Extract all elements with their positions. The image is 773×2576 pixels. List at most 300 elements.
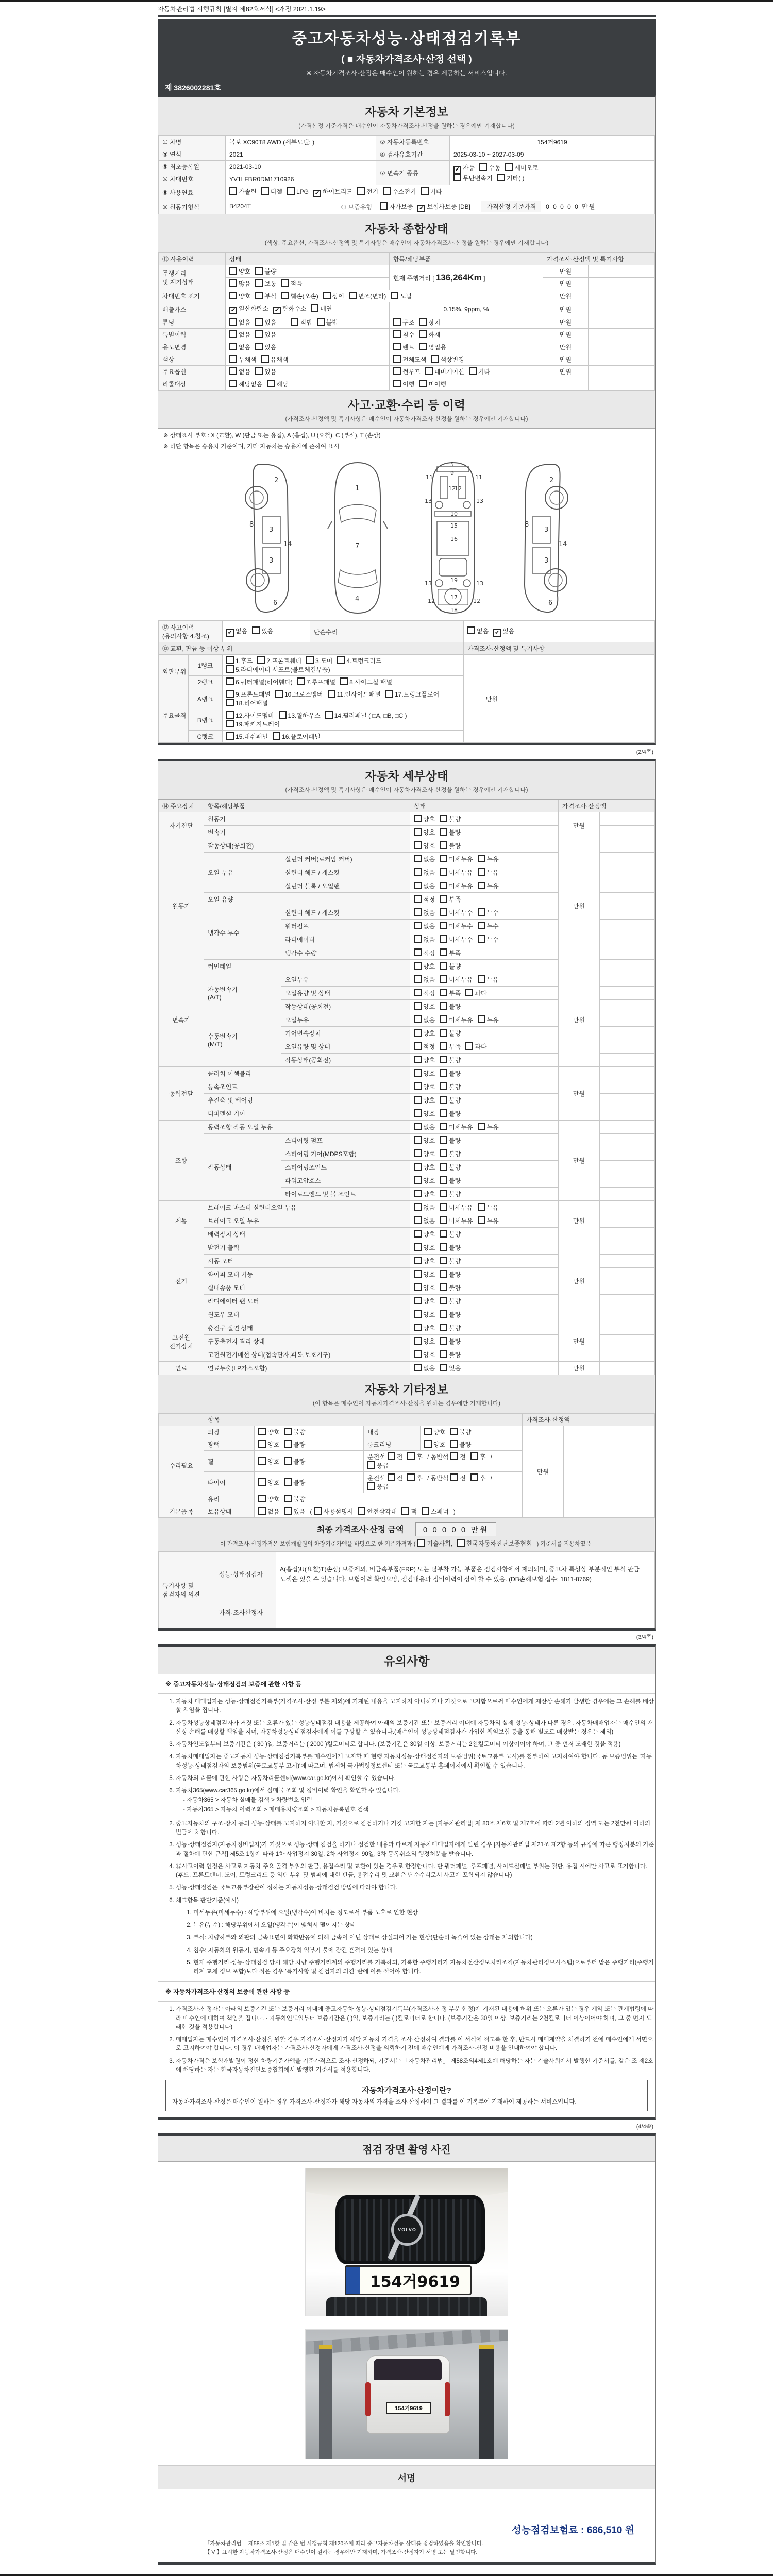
checkbox-unchecked[interactable] [424,1440,445,1449]
checkbox-icon[interactable] [291,318,298,326]
checkbox-unchecked[interactable] [367,1482,389,1491]
checkbox-icon[interactable] [440,1216,447,1224]
checkbox-unchecked[interactable] [414,1136,435,1145]
checkbox-unchecked[interactable] [440,1257,461,1265]
checkbox-icon[interactable] [469,367,477,375]
checkbox-icon[interactable] [424,1428,432,1435]
checkbox-icon[interactable] [440,1069,447,1077]
checkbox-unchecked[interactable] [421,187,442,196]
checkbox-icon[interactable] [229,355,237,363]
checkbox-icon[interactable] [414,815,422,822]
checkbox-icon[interactable] [440,1163,447,1171]
checkbox-unchecked[interactable] [414,975,435,984]
checkbox-unchecked[interactable] [414,868,435,877]
checkbox-icon[interactable] [440,1230,447,1238]
checkbox-icon[interactable] [226,656,234,664]
checkbox-icon[interactable] [414,1257,422,1264]
checkbox-unchecked[interactable] [440,1203,473,1212]
checkbox-unchecked[interactable] [465,1042,486,1051]
checkbox-icon[interactable] [229,330,237,338]
checkbox-icon[interactable] [465,1042,473,1050]
checkbox-unchecked[interactable] [440,855,473,863]
checkbox-unchecked[interactable] [470,1473,486,1482]
checkbox-unchecked[interactable] [414,1056,435,1064]
checkbox-icon[interactable] [414,1149,422,1157]
checkbox-icon[interactable] [258,1478,266,1486]
checkbox-icon[interactable] [226,732,234,740]
checkbox-icon[interactable] [440,1123,447,1130]
checkbox-unchecked[interactable] [229,187,257,196]
checkbox-checked[interactable] [229,304,268,314]
checkbox-unchecked[interactable] [349,292,386,300]
checkbox-icon[interactable] [440,908,447,916]
checkbox-unchecked[interactable] [414,855,435,863]
checkbox-unchecked[interactable] [414,1042,435,1051]
checkbox-icon[interactable] [470,1452,478,1460]
checkbox-unchecked[interactable] [393,343,414,351]
checkbox-icon[interactable] [258,1507,266,1515]
checkbox-icon[interactable] [337,656,345,664]
checkbox-unchecked[interactable] [414,1297,435,1306]
checkbox-unchecked[interactable] [440,1002,461,1011]
checkbox-unchecked[interactable] [281,279,302,288]
checkbox-icon[interactable] [440,1243,447,1251]
checkbox-icon[interactable] [340,677,348,685]
checkbox-unchecked[interactable] [275,690,323,699]
checkbox-icon[interactable] [440,841,447,849]
checkbox-icon[interactable] [417,1539,425,1547]
checkbox-icon[interactable] [467,626,475,634]
checkbox-icon[interactable] [414,1042,422,1050]
checkbox-icon[interactable] [414,1056,422,1063]
checkbox-icon[interactable] [284,1440,292,1448]
checkbox-icon[interactable] [367,1482,375,1490]
checkbox-icon[interactable] [281,279,289,287]
checkbox-unchecked[interactable] [284,1507,305,1516]
checkbox-unchecked[interactable] [478,908,499,917]
checkbox-unchecked[interactable] [440,1350,461,1359]
checkbox-unchecked[interactable] [258,1440,279,1449]
checkbox-icon[interactable] [440,1002,447,1010]
checkbox-icon[interactable] [440,975,447,983]
checkbox-unchecked[interactable] [255,292,276,300]
checkbox-icon[interactable] [440,828,447,836]
checkbox-unchecked[interactable] [287,187,309,195]
checkbox-unchecked[interactable] [440,1069,461,1078]
checkbox-unchecked[interactable] [337,656,381,665]
checkbox-icon[interactable] [440,855,447,862]
checkbox-unchecked[interactable] [257,656,301,665]
checkbox-icon[interactable] [440,1149,447,1157]
checkbox-unchecked[interactable] [388,1452,403,1461]
checkbox-unchecked[interactable] [255,367,276,376]
checkbox-unchecked[interactable] [414,895,435,904]
checkbox-unchecked[interactable] [440,1096,461,1105]
checkbox-unchecked[interactable] [478,922,499,930]
checkbox-icon[interactable] [357,187,365,195]
checkbox-icon[interactable] [414,1096,422,1104]
checkbox-icon[interactable] [414,1176,422,1184]
checkbox-unchecked[interactable] [414,1002,435,1011]
checkbox-unchecked[interactable] [226,665,330,674]
checkbox-icon[interactable] [450,1440,458,1448]
checkbox-icon[interactable] [414,1002,422,1010]
checkbox-unchecked[interactable] [479,163,500,172]
checkbox-unchecked[interactable] [440,1230,461,1239]
checkbox-icon[interactable] [258,1457,266,1465]
checkbox-icon[interactable] [457,1539,465,1547]
checkbox-unchecked[interactable] [258,1428,279,1436]
checkbox-unchecked[interactable] [414,1123,435,1131]
checkbox-unchecked[interactable] [440,1082,461,1091]
checkbox-icon[interactable]: ✔ [453,166,461,174]
checkbox-icon[interactable] [440,1203,447,1211]
checkbox-icon[interactable] [440,1096,447,1104]
checkbox-icon[interactable] [414,1337,422,1345]
checkbox-unchecked[interactable] [440,882,473,890]
checkbox-icon[interactable] [478,1015,485,1023]
checkbox-unchecked[interactable] [440,1297,461,1306]
checkbox-icon[interactable] [414,882,422,889]
checkbox-icon[interactable] [440,1109,447,1117]
checkbox-unchecked[interactable] [414,1216,435,1225]
checkbox-icon[interactable] [258,1495,266,1502]
checkbox-icon[interactable] [414,1082,422,1090]
checkbox-unchecked[interactable] [261,187,282,196]
checkbox-icon[interactable] [414,1123,422,1130]
checkbox-icon[interactable] [440,1364,447,1371]
checkbox-icon[interactable] [414,1310,422,1318]
checkbox-icon[interactable] [421,187,429,195]
checkbox-unchecked[interactable] [440,962,461,971]
checkbox-icon[interactable] [229,380,237,387]
checkbox-unchecked[interactable] [255,343,276,351]
checkbox-icon[interactable] [252,626,260,634]
checkbox-icon[interactable] [440,1257,447,1264]
checkbox-icon[interactable] [255,343,263,350]
checkbox-checked[interactable] [226,626,247,637]
checkbox-icon[interactable] [505,163,513,171]
checkbox-icon[interactable] [388,1452,395,1460]
checkbox-icon[interactable] [226,665,234,673]
checkbox-unchecked[interactable] [440,1364,461,1372]
checkbox-icon[interactable] [414,1283,422,1291]
checkbox-icon[interactable] [393,355,401,363]
checkbox-unchecked[interactable] [424,1428,445,1436]
checkbox-unchecked[interactable] [414,935,435,944]
checkbox-unchecked[interactable] [297,677,335,686]
checkbox-icon[interactable] [414,922,422,929]
checkbox-unchecked[interactable] [229,267,250,276]
checkbox-unchecked[interactable] [414,989,435,997]
checkbox-unchecked[interactable] [388,1473,403,1482]
checkbox-icon[interactable] [414,1029,422,1037]
checkbox-icon[interactable] [287,187,295,195]
checkbox-icon[interactable] [479,163,487,171]
checkbox-unchecked[interactable] [440,1123,473,1131]
checkbox-unchecked[interactable] [478,868,499,877]
checkbox-icon[interactable] [349,292,357,299]
checkbox-icon[interactable]: ✔ [417,205,425,212]
checkbox-unchecked[interactable] [450,1428,471,1436]
checkbox-icon[interactable] [393,330,401,338]
checkbox-icon[interactable] [414,1350,422,1358]
checkbox-icon[interactable] [450,1473,458,1481]
checkbox-icon[interactable] [414,1243,422,1251]
checkbox-unchecked[interactable] [340,677,392,686]
checkbox-icon[interactable] [414,975,422,983]
checkbox-unchecked[interactable] [291,318,312,327]
checkbox-icon[interactable] [393,343,401,350]
checkbox-unchecked[interactable] [284,1440,305,1449]
checkbox-unchecked[interactable] [414,948,435,957]
checkbox-unchecked[interactable] [414,1109,435,1118]
checkbox-unchecked[interactable] [440,989,461,997]
checkbox-unchecked[interactable] [281,292,318,300]
checkbox-unchecked[interactable] [440,828,461,837]
checkbox-unchecked[interactable] [440,1136,461,1145]
checkbox-icon[interactable] [419,318,427,326]
checkbox-icon[interactable] [478,1203,485,1211]
checkbox-icon[interactable] [229,267,237,275]
checkbox-unchecked[interactable] [478,935,499,944]
checkbox-unchecked[interactable] [284,1428,305,1436]
checkbox-icon[interactable] [281,292,289,299]
checkbox-unchecked[interactable] [414,1082,435,1091]
checkbox-icon[interactable] [279,711,287,719]
checkbox-icon[interactable] [431,355,439,363]
checkbox-unchecked[interactable] [440,1029,461,1038]
checkbox-unchecked[interactable] [414,1190,435,1198]
checkbox-icon[interactable] [419,330,427,338]
checkbox-unchecked[interactable] [440,1149,461,1158]
checkbox-icon[interactable] [440,948,447,956]
checkbox-icon[interactable] [478,975,485,983]
checkbox-icon[interactable] [323,292,331,299]
checkbox-unchecked[interactable] [422,1507,449,1516]
checkbox-icon[interactable] [478,882,485,889]
checkbox-icon[interactable] [284,1428,292,1435]
checkbox-unchecked[interactable] [414,1163,435,1172]
checkbox-unchecked[interactable] [414,962,435,971]
checkbox-unchecked[interactable] [357,187,378,196]
checkbox-unchecked[interactable] [226,656,253,665]
checkbox-icon[interactable] [407,1452,415,1460]
checkbox-icon[interactable] [497,174,505,181]
checkbox-icon[interactable] [414,1203,422,1211]
checkbox-icon[interactable] [306,656,314,664]
checkbox-icon[interactable]: ✔ [229,307,237,314]
checkbox-icon[interactable] [284,1457,292,1465]
checkbox-icon[interactable] [440,1056,447,1063]
checkbox-icon[interactable] [257,656,265,664]
checkbox-unchecked[interactable] [226,720,280,728]
checkbox-icon[interactable] [414,855,422,862]
checkbox-unchecked[interactable] [229,355,257,364]
checkbox-unchecked[interactable] [311,304,332,313]
checkbox-unchecked[interactable] [226,732,268,741]
checkbox-unchecked[interactable] [414,1176,435,1185]
checkbox-unchecked[interactable] [414,1337,435,1346]
checkbox-unchecked[interactable] [457,1539,532,1548]
checkbox-icon[interactable] [328,690,335,698]
checkbox-icon[interactable] [414,1216,422,1224]
checkbox-unchecked[interactable] [323,292,344,300]
checkbox-unchecked[interactable] [414,922,435,930]
checkbox-unchecked[interactable] [440,868,473,877]
checkbox-unchecked[interactable] [478,975,499,984]
checkbox-icon[interactable] [226,720,234,727]
checkbox-unchecked[interactable] [470,1452,486,1461]
checkbox-icon[interactable] [440,1283,447,1291]
checkbox-unchecked[interactable] [229,279,250,288]
checkbox-unchecked[interactable] [229,292,250,300]
checkbox-unchecked[interactable] [226,699,268,707]
checkbox-checked[interactable] [417,202,470,212]
checkbox-icon[interactable] [440,815,447,822]
checkbox-unchecked[interactable] [450,1452,466,1461]
checkbox-unchecked[interactable] [440,1056,461,1064]
checkbox-unchecked[interactable] [229,343,250,351]
checkbox-icon[interactable] [453,174,461,181]
checkbox-icon[interactable] [229,292,237,299]
checkbox-unchecked[interactable] [440,815,461,823]
checkbox-unchecked[interactable] [478,882,499,890]
checkbox-unchecked[interactable] [279,711,321,720]
checkbox-unchecked[interactable] [414,1203,435,1212]
checkbox-icon[interactable] [380,202,388,210]
checkbox-unchecked[interactable] [393,380,414,388]
checkbox-unchecked[interactable] [252,626,273,635]
checkbox-unchecked[interactable] [255,330,276,339]
checkbox-unchecked[interactable] [497,174,525,182]
checkbox-icon[interactable] [393,318,401,326]
checkbox-unchecked[interactable] [328,690,381,699]
checkbox-icon[interactable] [478,855,485,862]
checkbox-icon[interactable] [440,1297,447,1304]
checkbox-unchecked[interactable] [414,841,435,850]
checkbox-unchecked[interactable] [440,1324,461,1332]
checkbox-unchecked[interactable] [440,1270,461,1279]
checkbox-unchecked[interactable] [414,1015,435,1024]
checkbox-icon[interactable] [255,318,263,326]
checkbox-unchecked[interactable] [367,1461,389,1470]
checkbox-icon[interactable] [314,1507,322,1515]
checkbox-icon[interactable] [258,1428,266,1435]
checkbox-icon[interactable] [440,1136,447,1144]
checkbox-icon[interactable] [414,935,422,943]
checkbox-icon[interactable] [440,882,447,889]
checkbox-unchecked[interactable] [419,380,446,388]
checkbox-icon[interactable] [440,1324,447,1331]
checkbox-unchecked[interactable] [284,1457,305,1466]
checkbox-unchecked[interactable] [440,1216,473,1225]
checkbox-icon[interactable] [229,343,237,350]
checkbox-icon[interactable] [478,908,485,916]
checkbox-unchecked[interactable] [440,1109,461,1118]
checkbox-icon[interactable] [229,318,237,326]
checkbox-icon[interactable] [414,1230,422,1238]
checkbox-icon[interactable] [284,1507,292,1515]
checkbox-icon[interactable] [226,677,234,685]
checkbox-icon[interactable] [414,1109,422,1117]
checkbox-icon[interactable] [393,367,401,375]
checkbox-icon[interactable] [391,292,398,299]
checkbox-icon[interactable] [311,304,318,312]
checkbox-unchecked[interactable] [380,202,413,211]
checkbox-unchecked[interactable] [469,367,490,376]
checkbox-icon[interactable] [255,267,263,275]
checkbox-unchecked[interactable] [414,1283,435,1292]
checkbox-unchecked[interactable] [440,1283,461,1292]
checkbox-icon[interactable] [414,841,422,849]
checkbox-unchecked[interactable] [505,163,538,172]
checkbox-unchecked[interactable] [306,656,332,665]
checkbox-icon[interactable] [255,330,263,338]
checkbox-icon[interactable] [440,935,447,943]
checkbox-unchecked[interactable] [273,732,321,741]
checkbox-icon[interactable] [424,1440,432,1448]
checkbox-unchecked[interactable] [478,1123,499,1131]
checkbox-icon[interactable] [440,989,447,996]
checkbox-icon[interactable] [425,367,433,375]
checkbox-icon[interactable] [401,1507,409,1515]
checkbox-icon[interactable] [255,367,263,375]
checkbox-icon[interactable] [478,868,485,876]
checkbox-unchecked[interactable] [440,1190,461,1198]
checkbox-icon[interactable] [478,935,485,943]
checkbox-icon[interactable] [414,908,422,916]
checkbox-unchecked[interactable] [414,1257,435,1265]
checkbox-icon[interactable] [414,989,422,996]
checkbox-icon[interactable] [393,380,401,387]
checkbox-unchecked[interactable] [440,895,461,904]
checkbox-unchecked[interactable] [431,355,464,364]
checkbox-unchecked[interactable] [414,1029,435,1038]
checkbox-icon[interactable] [414,1015,422,1023]
checkbox-unchecked[interactable] [229,367,250,376]
checkbox-icon[interactable] [226,699,234,706]
checkbox-icon[interactable] [440,922,447,929]
checkbox-unchecked[interactable] [393,318,414,327]
checkbox-unchecked[interactable] [391,292,412,300]
checkbox-unchecked[interactable] [440,1015,473,1024]
checkbox-icon[interactable] [478,1216,485,1224]
checkbox-unchecked[interactable] [419,318,440,327]
checkbox-icon[interactable] [284,1478,292,1486]
checkbox-unchecked[interactable] [401,1507,417,1516]
checkbox-icon[interactable] [229,367,237,375]
checkbox-icon[interactable] [383,187,391,195]
checkbox-icon[interactable] [478,922,485,929]
checkbox-icon[interactable] [267,380,275,387]
checkbox-checked[interactable] [493,626,514,637]
checkbox-unchecked[interactable] [414,1230,435,1239]
checkbox-icon[interactable] [414,948,422,956]
checkbox-unchecked[interactable] [284,1478,305,1487]
checkbox-unchecked[interactable] [450,1473,466,1482]
checkbox-unchecked[interactable] [255,318,276,327]
checkbox-icon[interactable] [414,1364,422,1371]
checkbox-unchecked[interactable] [440,1310,461,1319]
checkbox-unchecked[interactable] [440,935,473,944]
checkbox-unchecked[interactable] [440,1243,461,1252]
checkbox-unchecked[interactable] [325,711,407,720]
checkbox-unchecked[interactable] [467,626,489,635]
checkbox-unchecked[interactable] [258,1507,279,1516]
checkbox-icon[interactable] [297,677,305,685]
checkbox-icon[interactable] [385,690,393,698]
